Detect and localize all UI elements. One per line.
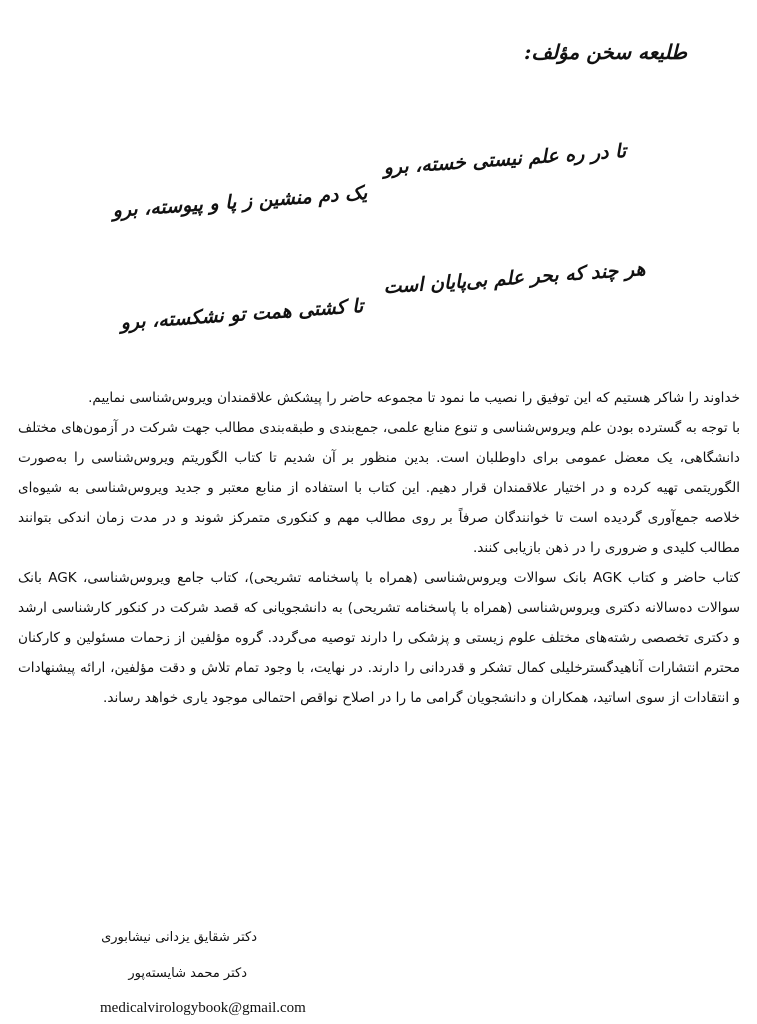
poem-line-4: تا کشتی همت تو نشکسته، برو	[119, 295, 364, 334]
preface-paragraph-3: کتاب حاضر و کتاب AGK بانک سوالات ویروس‌شناسی (همراه با پاسخنامه تشریحی)، کتاب جامع ویروس‌شناسی، AGK بانک سوالات ده‌سالانه دکتری ویروس‌شناسی (همراه با پاسخنامه تشریحی) به دانشجویانی که قصد شرکت در کنکور کارشناسی ارشد و دکتری تخصصی رشته‌های مختلف علوم زیستی و پزشکی را دارند توصیه می‌گردد. گروه مؤلفین از زحمات مسئولین و کارکنان محترم انتشارات آناهیدگسترخلیلی کمال تشکر و قدردانی را دارند. در نهایت، با وجود تمام تلاش و دقت مؤلفین، ارائه پیشنهادات و انتقادات از سوی اساتید، همکاران و دانشجویان گرامی ما را در اصلاح نواقص احتمالی موجود یاری خواهد رساند.	[18, 570, 741, 706]
author-name-1: دکتر شقایق یزدانی نیشابوری	[101, 930, 257, 945]
page-heading: طلیعه سخن مؤلف:	[524, 40, 687, 64]
poem-line-2: یک دم منشین ز پا و پیوسته، برو	[111, 182, 368, 222]
preface-paragraph-1: خداوند را شاکر هستیم که این توفیق را نصیب ما نمود تا مجموعه حاضر را پیشکش علاقمندان ویروس‌شناسی نماییم.	[88, 390, 740, 406]
contact-email: medicalvirologybook@gmail.com	[100, 1000, 306, 1016]
preface-paragraph-2: با توجه به گسترده بودن علم ویروس‌شناسی و تنوع منابع علمی، جمع‌بندی و طبقه‌بندی مطالب جهت شرکت در آزمون‌های مختلف دانشگاهی، یک معضل عمومی برای داوطلبان است. بدین منظور بر آن شدیم تا کتاب الگوریتم ویروس‌شناسی را به‌صورت الگوریتمی تهیه کرده و در اختیار علاقمندان قرار دهیم. این کتاب با استفاده از منابع معتبر و جدید ویروس‌شناسی به شیوه‌ای خلاصه جمع‌آوری گردیده است تا خوانندگان صرفاً بر روی مطالب مهم و کنکوری متمرکز شوند و در مدت زمان اندکی بتوانند مطالب کلیدی و ضروری را در ذهن بازیابی کنند.	[18, 420, 740, 556]
poem-line-1: تا در ره علم نیستی خسته، برو	[382, 140, 627, 179]
poem-line-3: هر چند که بحر علم بی‌پایان است	[382, 258, 647, 299]
preface-body	[18, 383, 740, 713]
author-name-2: دکتر محمد شایسته‌پور	[128, 966, 247, 981]
